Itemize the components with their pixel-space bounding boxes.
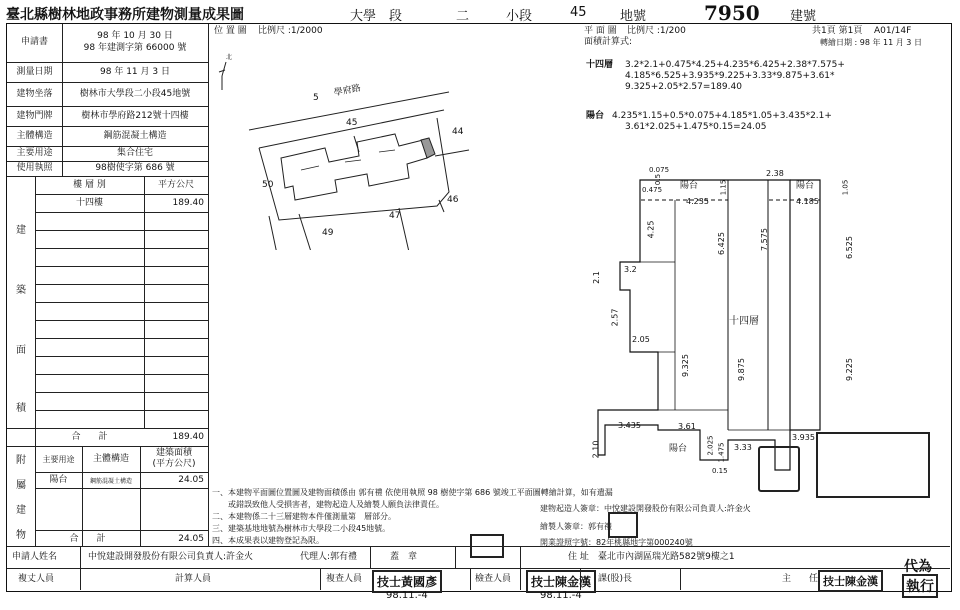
dim-205: 2.05 [632, 335, 650, 344]
stamp-checker: 技士陳金漢 [526, 570, 596, 593]
dim-9325: 9.325 [680, 354, 690, 377]
usage: 集合住宅 [116, 148, 153, 158]
dim-4185: 4.185 [796, 197, 819, 206]
building-label: 建號 [790, 9, 817, 24]
dim-333: 3.33 [734, 443, 752, 452]
applicant-date: 98 年 10 月 30 日 [97, 31, 173, 41]
lot-label: 地號 [620, 9, 647, 24]
room-label-14f: 十四層 [729, 316, 759, 327]
note-1: 一、本建物平面圖位置圖及建物面積係由 郭有禮 依使用執照 98 樹使字第 686 號竣工平面圖轉繪計算，如有遺漏 [212, 488, 613, 497]
area-column-header: 平方公尺 [157, 180, 194, 190]
stamp-director: 技士陳金漢 [818, 570, 883, 592]
attach-area: 24.05 [178, 475, 204, 485]
dim-115: 1.15 [719, 179, 728, 196]
plan-scale: 比例尺 :1/200 [627, 26, 686, 36]
balcony-label-bottom: 陽台 [669, 444, 688, 454]
location: 樹林市大學段二小段45地號 [79, 89, 191, 99]
side-char-4: 積 [16, 403, 26, 414]
total-label: 合 計 [71, 432, 108, 442]
side-char-2: 築 [16, 285, 26, 296]
lot-number: 45 [570, 5, 587, 20]
attach-structure: 鋼筋混凝土構造 [89, 478, 132, 485]
attach-char-3: 建 [16, 505, 26, 516]
dim-6425: 6.425 [716, 232, 726, 255]
agent-seal [470, 534, 504, 558]
lot-label-47: 47 [389, 211, 401, 221]
dim-9225: 9.225 [844, 358, 854, 381]
dim-21: 2.1 [591, 271, 601, 284]
builder-signature: 建物起造人簽章：中悅建設開發股份有限公司負責人:許金火 [540, 504, 751, 513]
address-label: 建物門牌 [16, 111, 53, 121]
attach-use: 陽台 [49, 475, 68, 485]
attach-use-header: 主要用途 [42, 455, 75, 464]
attach-total-label: 合 計 [69, 534, 106, 544]
dim-425: 4.25 [646, 220, 656, 239]
site-map-drawing [209, 40, 499, 250]
survey-date: 98 年 11 月 3 日 [100, 67, 170, 77]
license: 98樹使字第 686 號 [95, 163, 175, 173]
dim-9875: 9.875 [736, 358, 746, 381]
attach-char-4: 物 [16, 530, 26, 541]
balcony-formula-line1: 4.235*1.15+0.5*0.075+4.185*1.05+3.435*2.1+ [612, 111, 832, 121]
agent-name: 代理人:郭有禮 [300, 552, 358, 562]
plan-code: A01/14F [874, 26, 912, 36]
note-4: 四、本成果表以建物登記為限。 [212, 536, 324, 545]
clerk-label: 複丈人員 [18, 574, 55, 584]
location-label: 建物坐落 [16, 89, 53, 99]
draw-date: 轉繪日期 : 98 年 11 月 3 日 [820, 38, 922, 47]
floor14-formula-line3: 9.325+2.05*2.57=189.40 [625, 82, 742, 92]
license-label: 使用執照 [16, 163, 53, 173]
building-number: 7950 [704, 1, 760, 25]
site-map-scale: 比例尺 :1/2000 [258, 26, 323, 36]
site-map-label: 位 置 圖 [214, 26, 247, 36]
drawer-seal [608, 512, 638, 538]
stamp-acting-1: 代為 [904, 559, 932, 575]
dim-105: 1.05 [841, 179, 850, 196]
attach-char-2: 屬 [16, 480, 26, 491]
attach-char-1: 附 [16, 455, 26, 466]
note-3: 三、建築基地地號為樹林市大學段二小段45地號。 [212, 524, 391, 533]
attach-area-unit: (平方公尺) [152, 459, 196, 469]
dim-1475: 1.475 [717, 442, 726, 463]
applicant-number: 98 年建測字第 66000 號 [83, 43, 187, 53]
check-staff-label: 檢查人員 [475, 574, 512, 584]
note-1b: 或錯誤致他人受損害者，建物起造人及繪製人願負法律責任。 [212, 500, 444, 509]
dim-3935: 3.935 [792, 433, 815, 442]
dim-3435: 3.435 [618, 421, 641, 430]
floor14-formula-line1: 3.2*2.1+0.475*4.25+4.235*6.425+2.38*7.575+ [625, 60, 845, 70]
dim-32: 3.2 [624, 265, 637, 274]
applicant-name: 中悅建設開發股份有限公司負責人:許金火 [88, 552, 254, 562]
lot-label-45: 45 [346, 118, 358, 128]
applicant-name-label: 申請人姓名 [12, 552, 58, 562]
survey-date-label: 測量日期 [16, 67, 53, 77]
director-label: 主 任 [782, 574, 819, 584]
calc-staff-label: 計算人員 [175, 574, 212, 584]
drawer-signature: 繪製人簽章：郭有禮 [540, 522, 612, 531]
dim-257: 2.57 [610, 308, 620, 327]
seal-label: 蓋 章 [390, 552, 418, 562]
stamp-date-2: 98.11.-4 [540, 590, 582, 601]
stamp-reviewer: 技士黃國彥 [372, 570, 442, 593]
lot-label-46: 46 [447, 195, 459, 205]
dim-2025: 2.025 [706, 435, 715, 456]
lot-label-5: 5 [313, 93, 319, 103]
floor-name: 十四樓 [75, 198, 103, 208]
balcony-label-left: 陽台 [680, 181, 699, 191]
address-bottom: 臺北市內湖區瑞光路582號9樓之1 [598, 552, 735, 562]
lot-label-49: 49 [322, 228, 334, 238]
floor-column-header: 樓 層 別 [73, 180, 106, 190]
applicant-label: 申請書 [20, 37, 48, 47]
side-char-3: 面 [16, 345, 26, 356]
review-staff-label: 複查人員 [326, 574, 363, 584]
stamp-acting-2: 執行 [902, 574, 938, 598]
dim-6525: 6.525 [844, 236, 854, 259]
structure-label: 主體構造 [16, 131, 53, 141]
floor14-formula-line2: 4.185*6.525+3.935*9.225+3.33*9.875+3.61* [625, 71, 835, 81]
dim-0075: 0.075 [649, 166, 670, 174]
dim-238: 2.38 [766, 169, 784, 178]
dim-0475: 0.475 [642, 186, 663, 194]
subsection-label: 小段 [506, 9, 533, 24]
usage-label: 主要用途 [16, 148, 53, 158]
subsection-number: 二 [456, 9, 470, 24]
road-name: 學府路 [333, 83, 362, 99]
surveyor-seal-small [758, 446, 800, 492]
attach-total: 24.05 [178, 534, 204, 544]
attach-structure-header: 主體構造 [92, 454, 129, 464]
structure: 鋼筋混凝土構造 [103, 131, 167, 141]
dim-015: 0.15 [712, 467, 728, 475]
attach-area-header: 建築面積 [155, 448, 192, 458]
total-value: 189.40 [172, 432, 204, 442]
dim-4235: 4.235 [686, 197, 709, 206]
balcony-formula-label: 陽台 [586, 111, 605, 121]
north-label: 北 [226, 54, 233, 61]
address-label-bottom: 住 址 [568, 552, 589, 562]
lot-label-44: 44 [452, 127, 464, 137]
section-chief-label: 課(股)長 [598, 574, 633, 584]
doc-title: 臺北縣樹林地政事務所建物測量成果圖 [6, 7, 244, 23]
lot-label-50: 50 [262, 180, 274, 190]
side-char-1: 建 [16, 225, 26, 236]
address: 樹林市學府路212號十四樓 [81, 111, 189, 121]
balcony-label-right: 陽台 [796, 181, 815, 191]
plan-label: 平 面 圖 [584, 26, 617, 36]
section-name: 大學 段 [350, 9, 403, 24]
note-2: 二、本建物係二十三層建物本件僅測量第 層部分。 [212, 512, 396, 521]
floor14-formula-label: 十四層 [586, 60, 614, 70]
balcony-formula-line2: 3.61*2.025+1.475*0.15=24.05 [625, 122, 767, 132]
calc-label: 面積計算式: [584, 37, 633, 47]
surveyor-seal-large [816, 432, 930, 498]
license-number: 開業證照字號：82年桃縣地字第000240號 [540, 538, 693, 547]
plan-page: 共1頁 第1頁 [812, 26, 863, 36]
stamp-date-1: 98.11.-4 [386, 590, 428, 601]
dim-210: 2.10 [591, 440, 601, 459]
floor-area: 189.40 [172, 198, 204, 208]
dim-361: 3.61 [678, 422, 696, 431]
dim-05: 0.5 [654, 173, 663, 186]
dim-7575: 7.575 [759, 228, 769, 251]
